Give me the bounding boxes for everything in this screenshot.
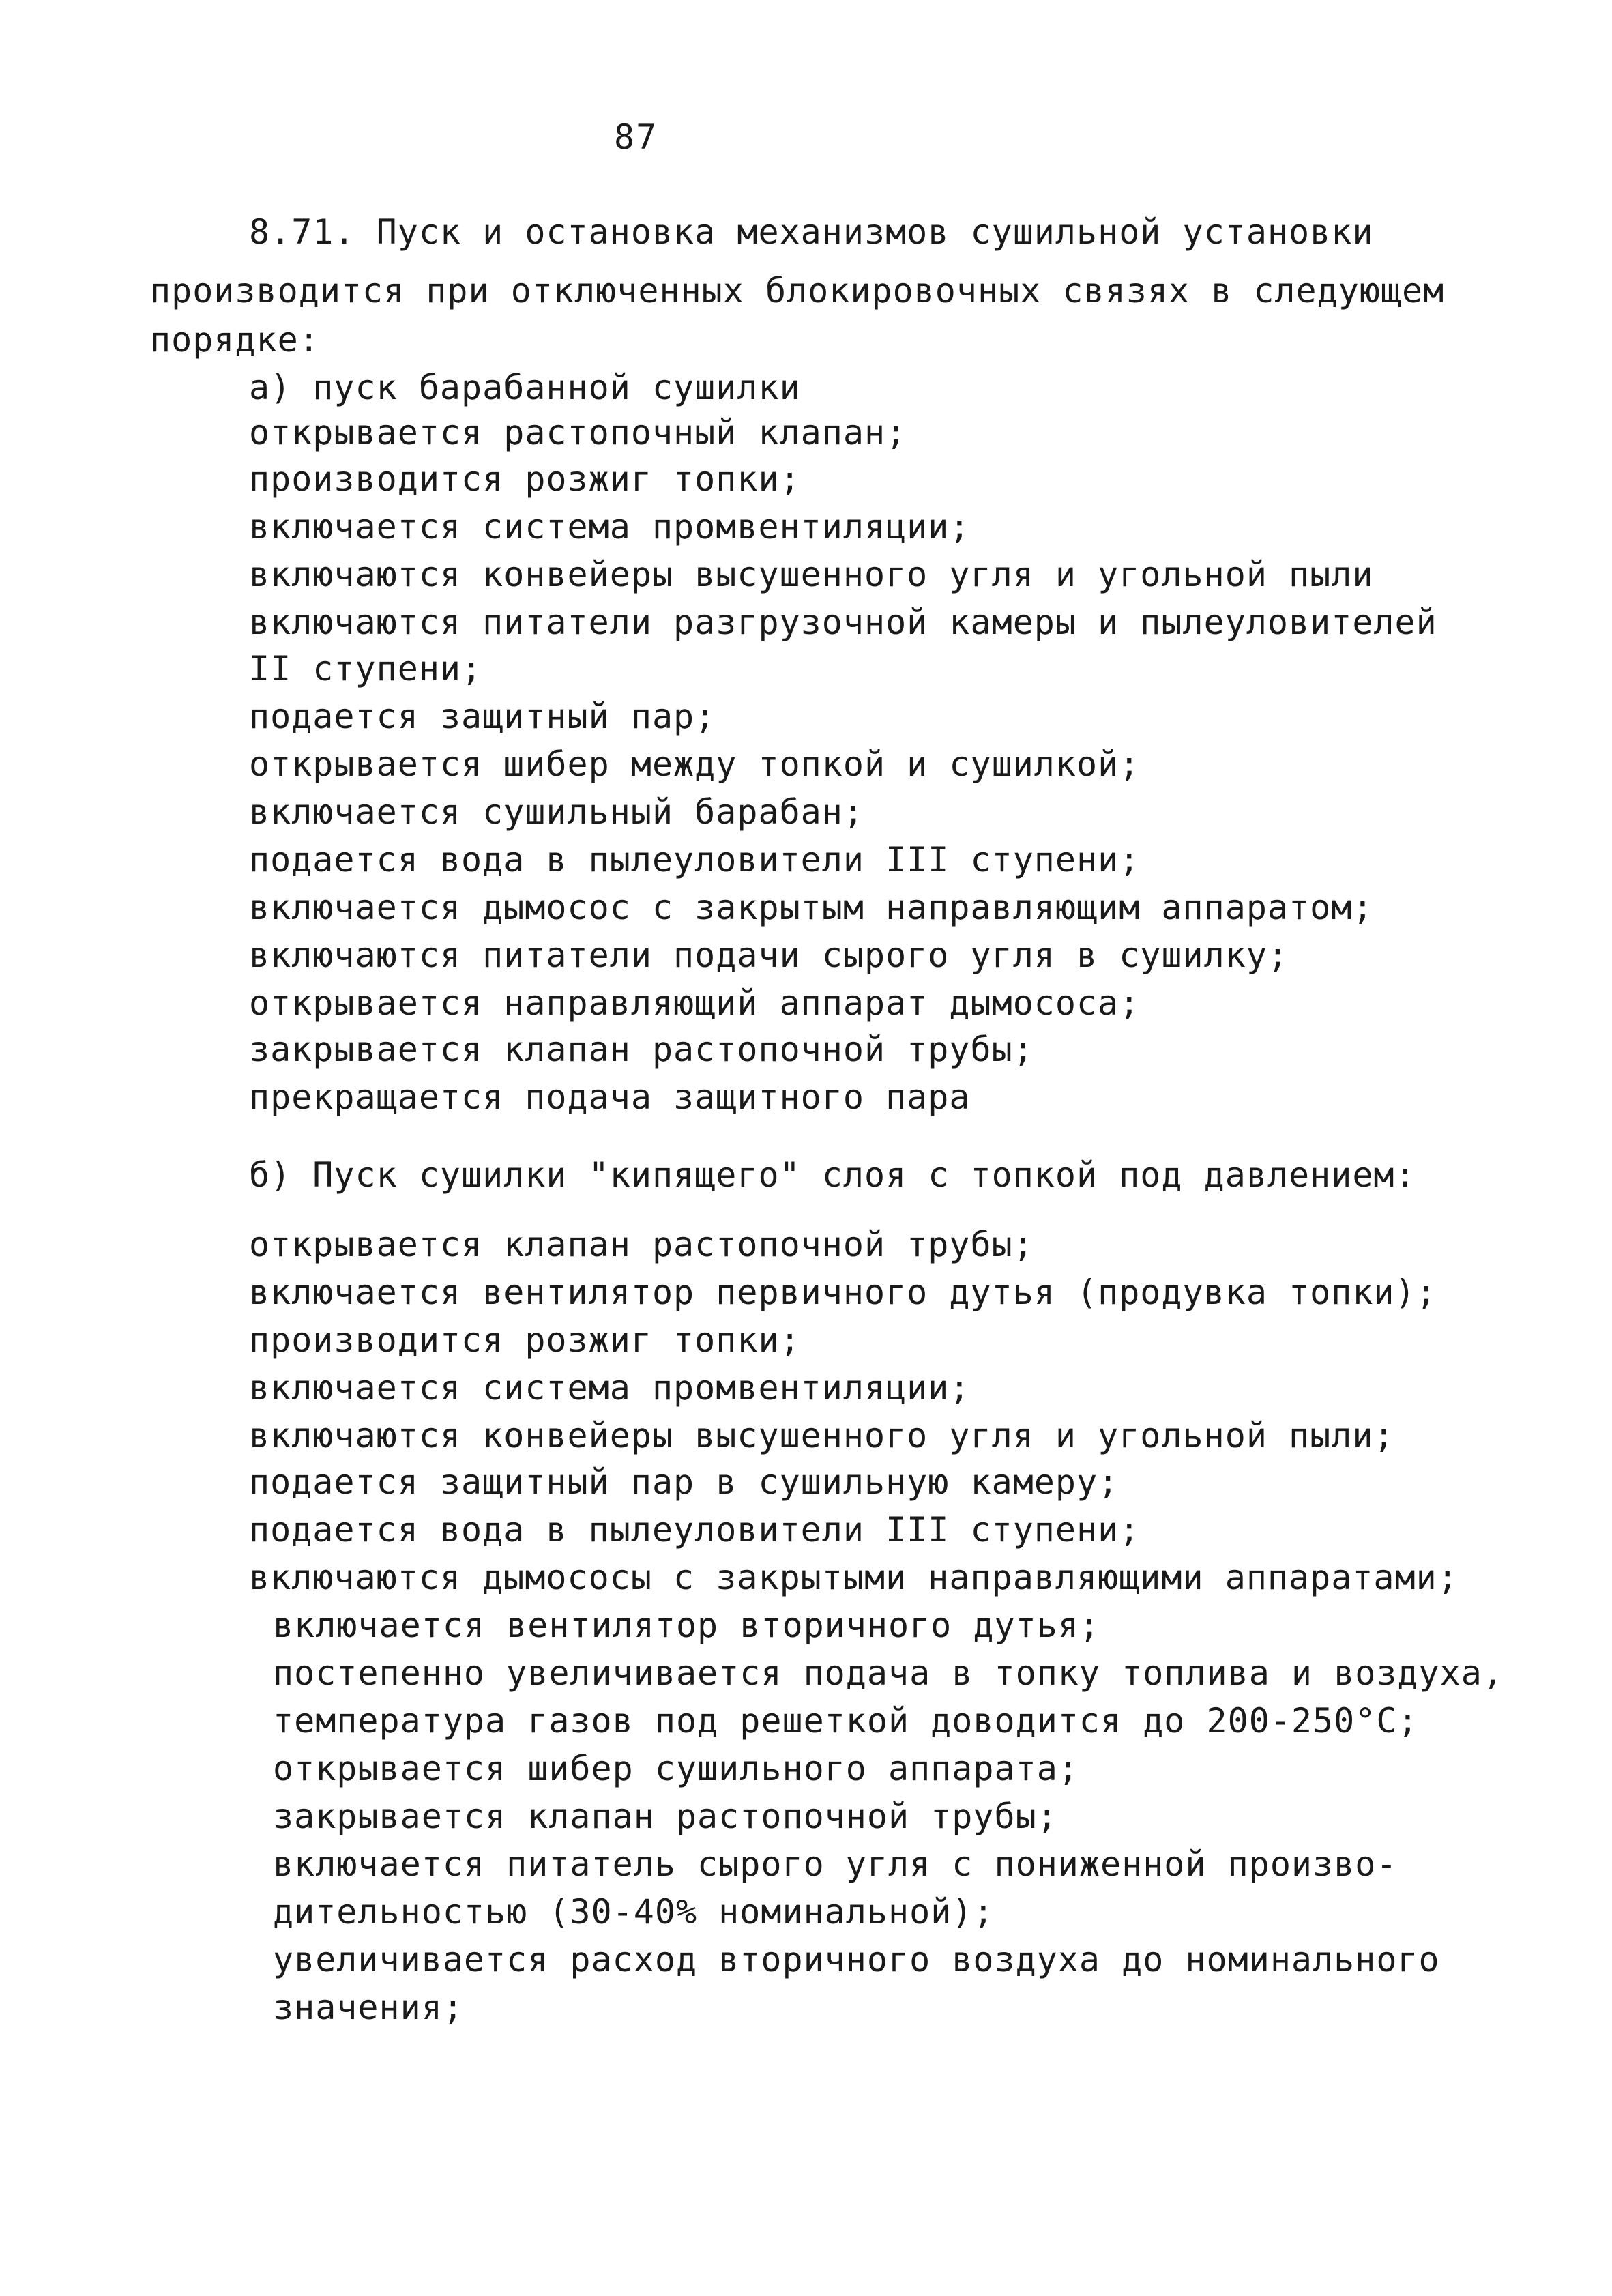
list-item: включается система промвентиляции;: [249, 507, 971, 547]
section-b-title: б) Пуск сушилки "кипящего" слоя с топкой под давлением:: [249, 1155, 1416, 1195]
list-item: включается система промвентиляции;: [249, 1368, 971, 1408]
list-item: температура газов под решеткой доводится до 200-250°С;: [273, 1701, 1419, 1741]
list-item: закрывается клапан растопочной трубы;: [273, 1797, 1058, 1836]
list-item: открывается шибер сушильного аппарата;: [273, 1749, 1079, 1788]
list-item: значения;: [273, 1988, 464, 2027]
list-item: подается защитный пар в сушильную камеру;: [249, 1462, 1119, 1502]
list-item: открывается клапан растопочной трубы;: [249, 1225, 1034, 1264]
list-item: дительностью (30-40% номинальной);: [273, 1892, 995, 1932]
list-item: II ступени;: [249, 649, 483, 688]
list-item: включается вентилятор первичного дутья (продувка топки);: [249, 1273, 1437, 1312]
paragraph-lead: 8.71. Пуск и остановка механизмов сушильной установки: [249, 212, 1374, 252]
list-item: производится розжиг топки;: [249, 459, 801, 499]
list-item: открывается растопочный клапан;: [249, 413, 907, 452]
list-item: включается дымосос с закрытым направляющим аппаратом;: [249, 888, 1374, 927]
paragraph-line: производится при отключенных блокировочных связях в следующем: [150, 271, 1445, 310]
list-item: включается сушильный барабан;: [249, 792, 864, 832]
list-item: производится розжиг топки;: [249, 1320, 801, 1360]
list-item: включаются питатели подачи сырого угля в сушилку;: [249, 935, 1289, 975]
paragraph-line: порядке:: [150, 320, 320, 360]
list-item: включаются конвейеры высушенного угля и угольной пыли;: [249, 1416, 1395, 1455]
list-item: постепенно увеличивается подача в топку топлива и воздуха,: [273, 1653, 1504, 1693]
list-item: прекращается подача защитного пара: [249, 1077, 971, 1117]
list-item: увеличивается расход вторичного воздуха до номинального: [273, 1940, 1440, 1979]
list-item: включаются дымососы с закрытыми направляющими аппаратами;: [249, 1558, 1459, 1597]
list-item: открывается шибер между топкой и сушилкой;: [249, 744, 1141, 784]
list-item: включается питатель сырого угля с пониженной произво-: [273, 1844, 1398, 1884]
page-number: 87: [614, 117, 658, 157]
list-item: включаются конвейеры высушенного угля и угольной пыли: [249, 555, 1374, 594]
list-item: закрывается клапан растопочной трубы;: [249, 1030, 1034, 1069]
list-item: подается вода в пылеуловители III ступени;: [249, 840, 1141, 880]
list-item: подается вода в пылеуловители III ступени;: [249, 1510, 1141, 1550]
list-item: открывается направляющий аппарат дымососа;: [249, 983, 1141, 1023]
list-item: включаются питатели разгрузочной камеры и пылеуловителей: [249, 602, 1437, 642]
list-item: подается защитный пар;: [249, 697, 716, 736]
list-item: включается вентилятор вторичного дутья;: [273, 1605, 1100, 1645]
section-a-title: а) пуск барабанной сушилки: [249, 368, 801, 407]
